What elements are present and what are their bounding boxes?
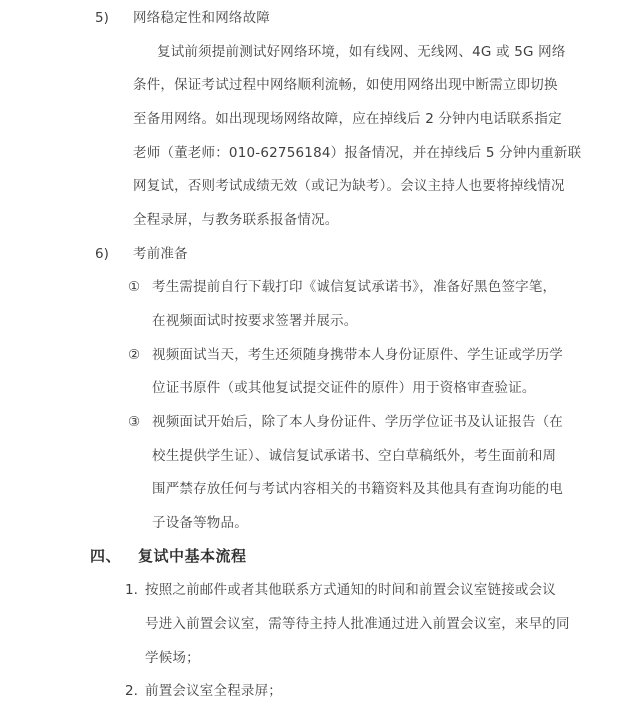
circled-1-marker: ① (128, 279, 141, 295)
item5-para-line: 至备用网络。如出现现场网络故障，应在掉线后 2 分钟内电话联系指定 (133, 111, 562, 127)
step-2-marker: 2. (125, 683, 138, 699)
step-1-marker: 1. (125, 582, 138, 598)
step-line: 号进入前置会议室，需等待主持人批准通过进入前置会议室，来早的同 (145, 616, 570, 632)
sub-item-line: 视频面试开始后，除了本人身份证件、学历学位证书及认证报告（在 (152, 414, 563, 430)
item5-para-line: 全程录屏，与教务联系报备情况。 (133, 212, 339, 228)
step-line: 前置会议室全程录屏； (145, 683, 282, 699)
sub-item-line: 在视频面试时按要求签署并展示。 (152, 313, 358, 329)
list-marker-5: 5) (95, 10, 109, 26)
sub-item-line: 校生提供学生证）、诚信复试承诺书、空白草稿纸外，考生面前和周 (152, 448, 557, 464)
list-marker-6: 6) (95, 246, 109, 262)
circled-2-marker: ② (128, 347, 141, 363)
step-line: 按照之前邮件或者其他联系方式通知的时间和前置会议室链接或会议 (145, 582, 556, 598)
sub-item-line: 位证书原件（或其他复试提交证件的原件）用于资格审查验证。 (152, 380, 536, 396)
section4-title: 复试中基本流程 (138, 547, 247, 565)
sub-item-line: 围严禁存放任何与考试内容相关的书籍资料及其他具有查询功能的电 (152, 481, 563, 497)
circled-3-marker: ③ (128, 414, 141, 430)
step-line: 学候场； (145, 650, 200, 666)
item5-para-line: 复试前须提前测试好网络环境，如有线网、无线网、4G 或 5G 网络 (157, 44, 566, 60)
item6-title: 考前准备 (133, 246, 188, 262)
item5-title: 网络稳定性和网络故障 (133, 10, 270, 26)
item5-para-line: 老师（董老师：010-62756184）报备情况，并在掉线后 5 分钟内重新联 (133, 145, 582, 161)
item5-para-line: 网复试，否则考试成绩无效（或记为缺考）。会议主持人也要将掉线情况 (133, 178, 565, 194)
sub-item-line: 子设备等物品。 (152, 515, 248, 531)
item5-para-line: 条件，保证考试过程中网络顺利流畅，如使用网络出现中断需立即切换 (133, 77, 558, 93)
sub-item-line: 视频面试当天，考生还须随身携带本人身份证原件、学生证或学历学 (152, 347, 563, 363)
sub-item-line: 考生需提前自行下载打印《诚信复试承诺书》，准备好黑色签字笔， (152, 279, 557, 295)
section4-marker: 四、 (90, 547, 122, 565)
